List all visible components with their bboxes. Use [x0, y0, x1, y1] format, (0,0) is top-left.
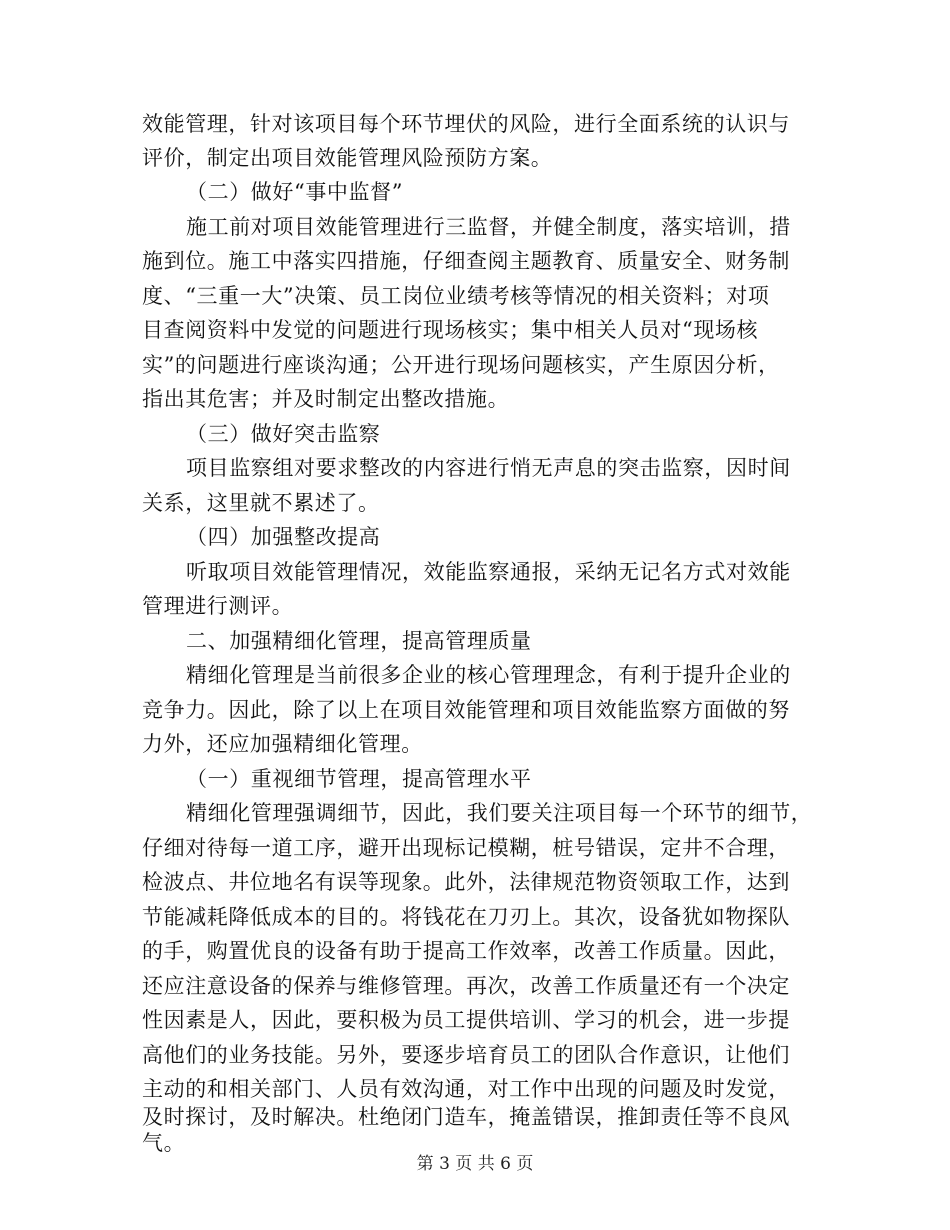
text-line: 还应注意设备的保养与维修管理。再次，改善工作质量还有一个决定	[142, 974, 790, 998]
text-line: 施到位。施工中落实四措施，仔细查阅主题教育、质量安全、财务制	[142, 249, 790, 273]
text-line: 目查阅资料中发觉的问题进行现场核实；集中相关人员对“现场核	[142, 318, 759, 342]
text-line: 力外，还应加强精细化管理。	[142, 732, 423, 756]
text-line: 的手，购置优良的设备有助于提高工作效率，改善工作质量。因此，	[142, 939, 790, 963]
text-line: 指出其危害；并及时制定出整改措施。	[142, 387, 510, 411]
text-line: 精细化管理强调细节，因此，我们要关注项目每一个环节的细节，	[186, 801, 813, 825]
section-heading: 二、加强精细化管理，提高管理质量	[186, 629, 532, 653]
section-heading: （四）加强整改提高	[186, 525, 381, 549]
text-line: 施工前对项目效能管理进行三监督，并健全制度，落实培训，措	[186, 215, 791, 239]
text-line: 管理进行测评。	[142, 594, 294, 618]
text-line: 精细化管理是当前很多企业的核心管理理念，有利于提升企业的	[186, 663, 791, 687]
text-line: 气。	[142, 1131, 186, 1155]
text-line: 及时探讨，及时解决。杜绝闭门造车，掩盖错误，推卸责任等不良风	[142, 1105, 790, 1129]
text-line: 高他们的业务技能。另外，要逐步培育员工的团队合作意识，让他们	[142, 1043, 790, 1067]
text-line: 度、“三重一大”决策、员工岗位业绩考核等情况的相关资料；对项	[142, 284, 770, 308]
text-line: 仔细对待每一道工序，避开出现标记模糊，桩号错误，定井不合理，	[142, 836, 790, 860]
section-heading: （三）做好突击监察	[186, 422, 381, 446]
text-line: 检波点、井位地名有误等现象。此外，法律规范物资领取工作，达到	[142, 870, 790, 894]
section-heading: （一）重视细节管理，提高管理水平	[186, 767, 532, 791]
text-line: 听取项目效能管理情况，效能监察通报，采纳无记名方式对效能	[186, 560, 791, 584]
text-line: 主动的和相关部门、人员有效沟通，对工作中出现的问题及时发觉，	[142, 1077, 790, 1101]
text-line: 竞争力。因此，除了以上在项目效能管理和项目效能监察方面做的努	[142, 698, 790, 722]
text-line: 节能减耗降低成本的目的。将钱花在刀刃上。其次，设备犹如物探队	[142, 905, 790, 929]
text-line: 效能管理，针对该项目每个环节埋伏的风险，进行全面系统的认识与	[142, 112, 790, 136]
text-line: 评价，制定出项目效能管理风险预防方案。	[142, 146, 553, 170]
text-line: 实”的问题进行座谈沟通；公开进行现场问题核实，产生原因分析，	[142, 353, 780, 377]
text-line: 性因素是人，因此，要积极为员工提供培训、学习的机会，进一步提	[142, 1008, 790, 1032]
page-footer: 第 3 页 共 6 页	[416, 1154, 534, 1174]
section-heading: （二）做好“事中监督”	[186, 180, 404, 204]
text-line: 项目监察组对要求整改的内容进行悄无声息的突击监察，因时间	[186, 456, 791, 480]
text-line: 关系，这里就不累述了。	[142, 491, 380, 515]
